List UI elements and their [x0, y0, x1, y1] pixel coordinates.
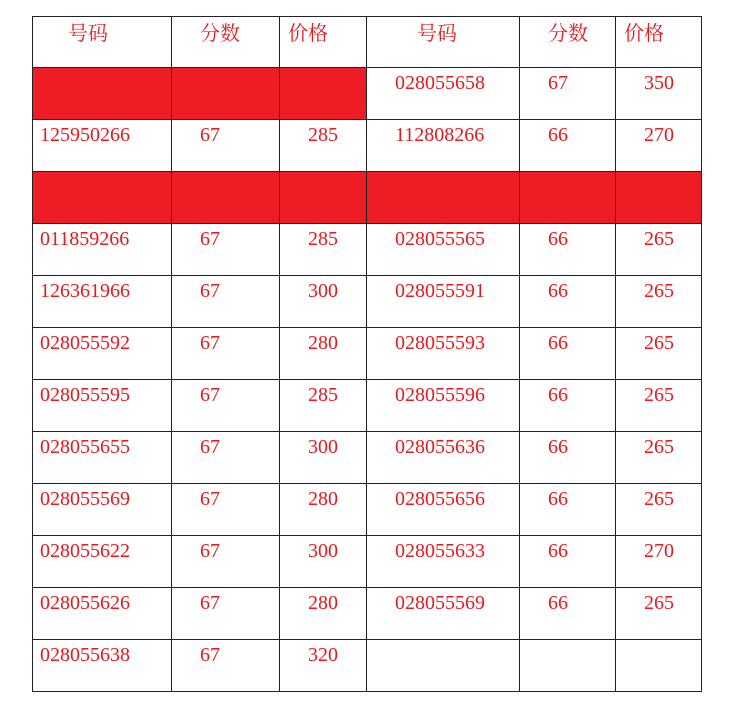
cell-price-right: 265 — [616, 224, 702, 276]
cell-score-right: 66 — [520, 328, 616, 380]
cell-price-left: 280 — [280, 588, 367, 640]
table-body — [33, 17, 702, 692]
cell-price-right: 350 — [616, 68, 702, 120]
table-row — [33, 588, 702, 640]
redacted-cell — [616, 172, 702, 224]
cell-score-left: 67 — [172, 536, 280, 588]
cell-number-left: 028055626 — [33, 588, 172, 640]
table-row — [33, 432, 702, 484]
cell-price-right: 270 — [616, 536, 702, 588]
table-row — [33, 276, 702, 328]
cell-number-right: 028055569 — [367, 588, 520, 640]
cell-price-right: 270 — [616, 120, 702, 172]
cell-number-left: 028055569 — [33, 484, 172, 536]
cell-number-left: 028055655 — [33, 432, 172, 484]
table-row — [33, 380, 702, 432]
cell-price-left: 280 — [280, 328, 367, 380]
cell-score-right: 66 — [520, 380, 616, 432]
cell-score-left: 67 — [172, 484, 280, 536]
table-row — [33, 120, 702, 172]
header-score-left: 分数 — [172, 17, 280, 68]
cell-number-right — [367, 640, 520, 692]
header-price-left: 价格 — [280, 17, 367, 68]
cell-score-left: 67 — [172, 588, 280, 640]
header-number-left: 号码 — [33, 17, 172, 68]
redacted-cell — [280, 68, 367, 120]
cell-price-right: 265 — [616, 432, 702, 484]
cell-price-left: 300 — [280, 276, 367, 328]
redacted-cell — [367, 172, 520, 224]
cell-number-left: 028055638 — [33, 640, 172, 692]
header-row — [33, 17, 702, 68]
cell-score-right — [520, 640, 616, 692]
redacted-cell — [520, 172, 616, 224]
cell-score-left: 67 — [172, 120, 280, 172]
cell-score-left: 67 — [172, 276, 280, 328]
cell-number-right: 028055596 — [367, 380, 520, 432]
table-row — [33, 68, 702, 120]
cell-score-right: 66 — [520, 536, 616, 588]
cell-price-right: 265 — [616, 588, 702, 640]
cell-score-left: 67 — [172, 380, 280, 432]
table-row — [33, 224, 702, 276]
cell-price-left: 280 — [280, 484, 367, 536]
redacted-cell — [172, 68, 280, 120]
cell-number-left: 028055592 — [33, 328, 172, 380]
cell-price-right: 265 — [616, 484, 702, 536]
redacted-cell — [172, 172, 280, 224]
redacted-cell — [280, 172, 367, 224]
cell-number-right: 028055591 — [367, 276, 520, 328]
cell-price-left: 320 — [280, 640, 367, 692]
cell-score-right: 66 — [520, 432, 616, 484]
cell-price-left: 300 — [280, 536, 367, 588]
table-row — [33, 640, 702, 692]
table-row — [33, 172, 702, 224]
cell-number-right: 112808266 — [367, 120, 520, 172]
cell-number-left: 125950266 — [33, 120, 172, 172]
cell-number-left: 126361966 — [33, 276, 172, 328]
cell-number-right: 028055633 — [367, 536, 520, 588]
table-row — [33, 536, 702, 588]
redacted-cell — [33, 172, 172, 224]
cell-price-left: 300 — [280, 432, 367, 484]
cell-score-left: 67 — [172, 328, 280, 380]
cell-price-right: 265 — [616, 276, 702, 328]
cell-number-left: 028055622 — [33, 536, 172, 588]
cell-score-right: 67 — [520, 68, 616, 120]
cell-score-left: 67 — [172, 224, 280, 276]
table-row — [33, 484, 702, 536]
header-price-right: 价格 — [616, 17, 702, 68]
cell-price-right: 265 — [616, 328, 702, 380]
cell-price-right — [616, 640, 702, 692]
cell-number-right: 028055656 — [367, 484, 520, 536]
cell-score-right: 66 — [520, 588, 616, 640]
header-score-right: 分数 — [520, 17, 616, 68]
cell-score-left: 67 — [172, 640, 280, 692]
cell-score-right: 66 — [520, 224, 616, 276]
cell-number-right: 028055565 — [367, 224, 520, 276]
cell-number-right: 028055593 — [367, 328, 520, 380]
cell-number-right: 028055636 — [367, 432, 520, 484]
cell-number-right: 028055658 — [367, 68, 520, 120]
cell-score-right: 66 — [520, 120, 616, 172]
redacted-cell — [33, 68, 172, 120]
cell-price-left: 285 — [280, 120, 367, 172]
cell-number-left: 028055595 — [33, 380, 172, 432]
cell-price-left: 285 — [280, 380, 367, 432]
header-number-right: 号码 — [367, 17, 520, 68]
cell-price-left: 285 — [280, 224, 367, 276]
cell-score-right: 66 — [520, 484, 616, 536]
cell-score-left: 67 — [172, 432, 280, 484]
table-row — [33, 328, 702, 380]
cell-number-left: 011859266 — [33, 224, 172, 276]
cell-score-right: 66 — [520, 276, 616, 328]
number-price-table — [32, 16, 702, 692]
cell-price-right: 265 — [616, 380, 702, 432]
